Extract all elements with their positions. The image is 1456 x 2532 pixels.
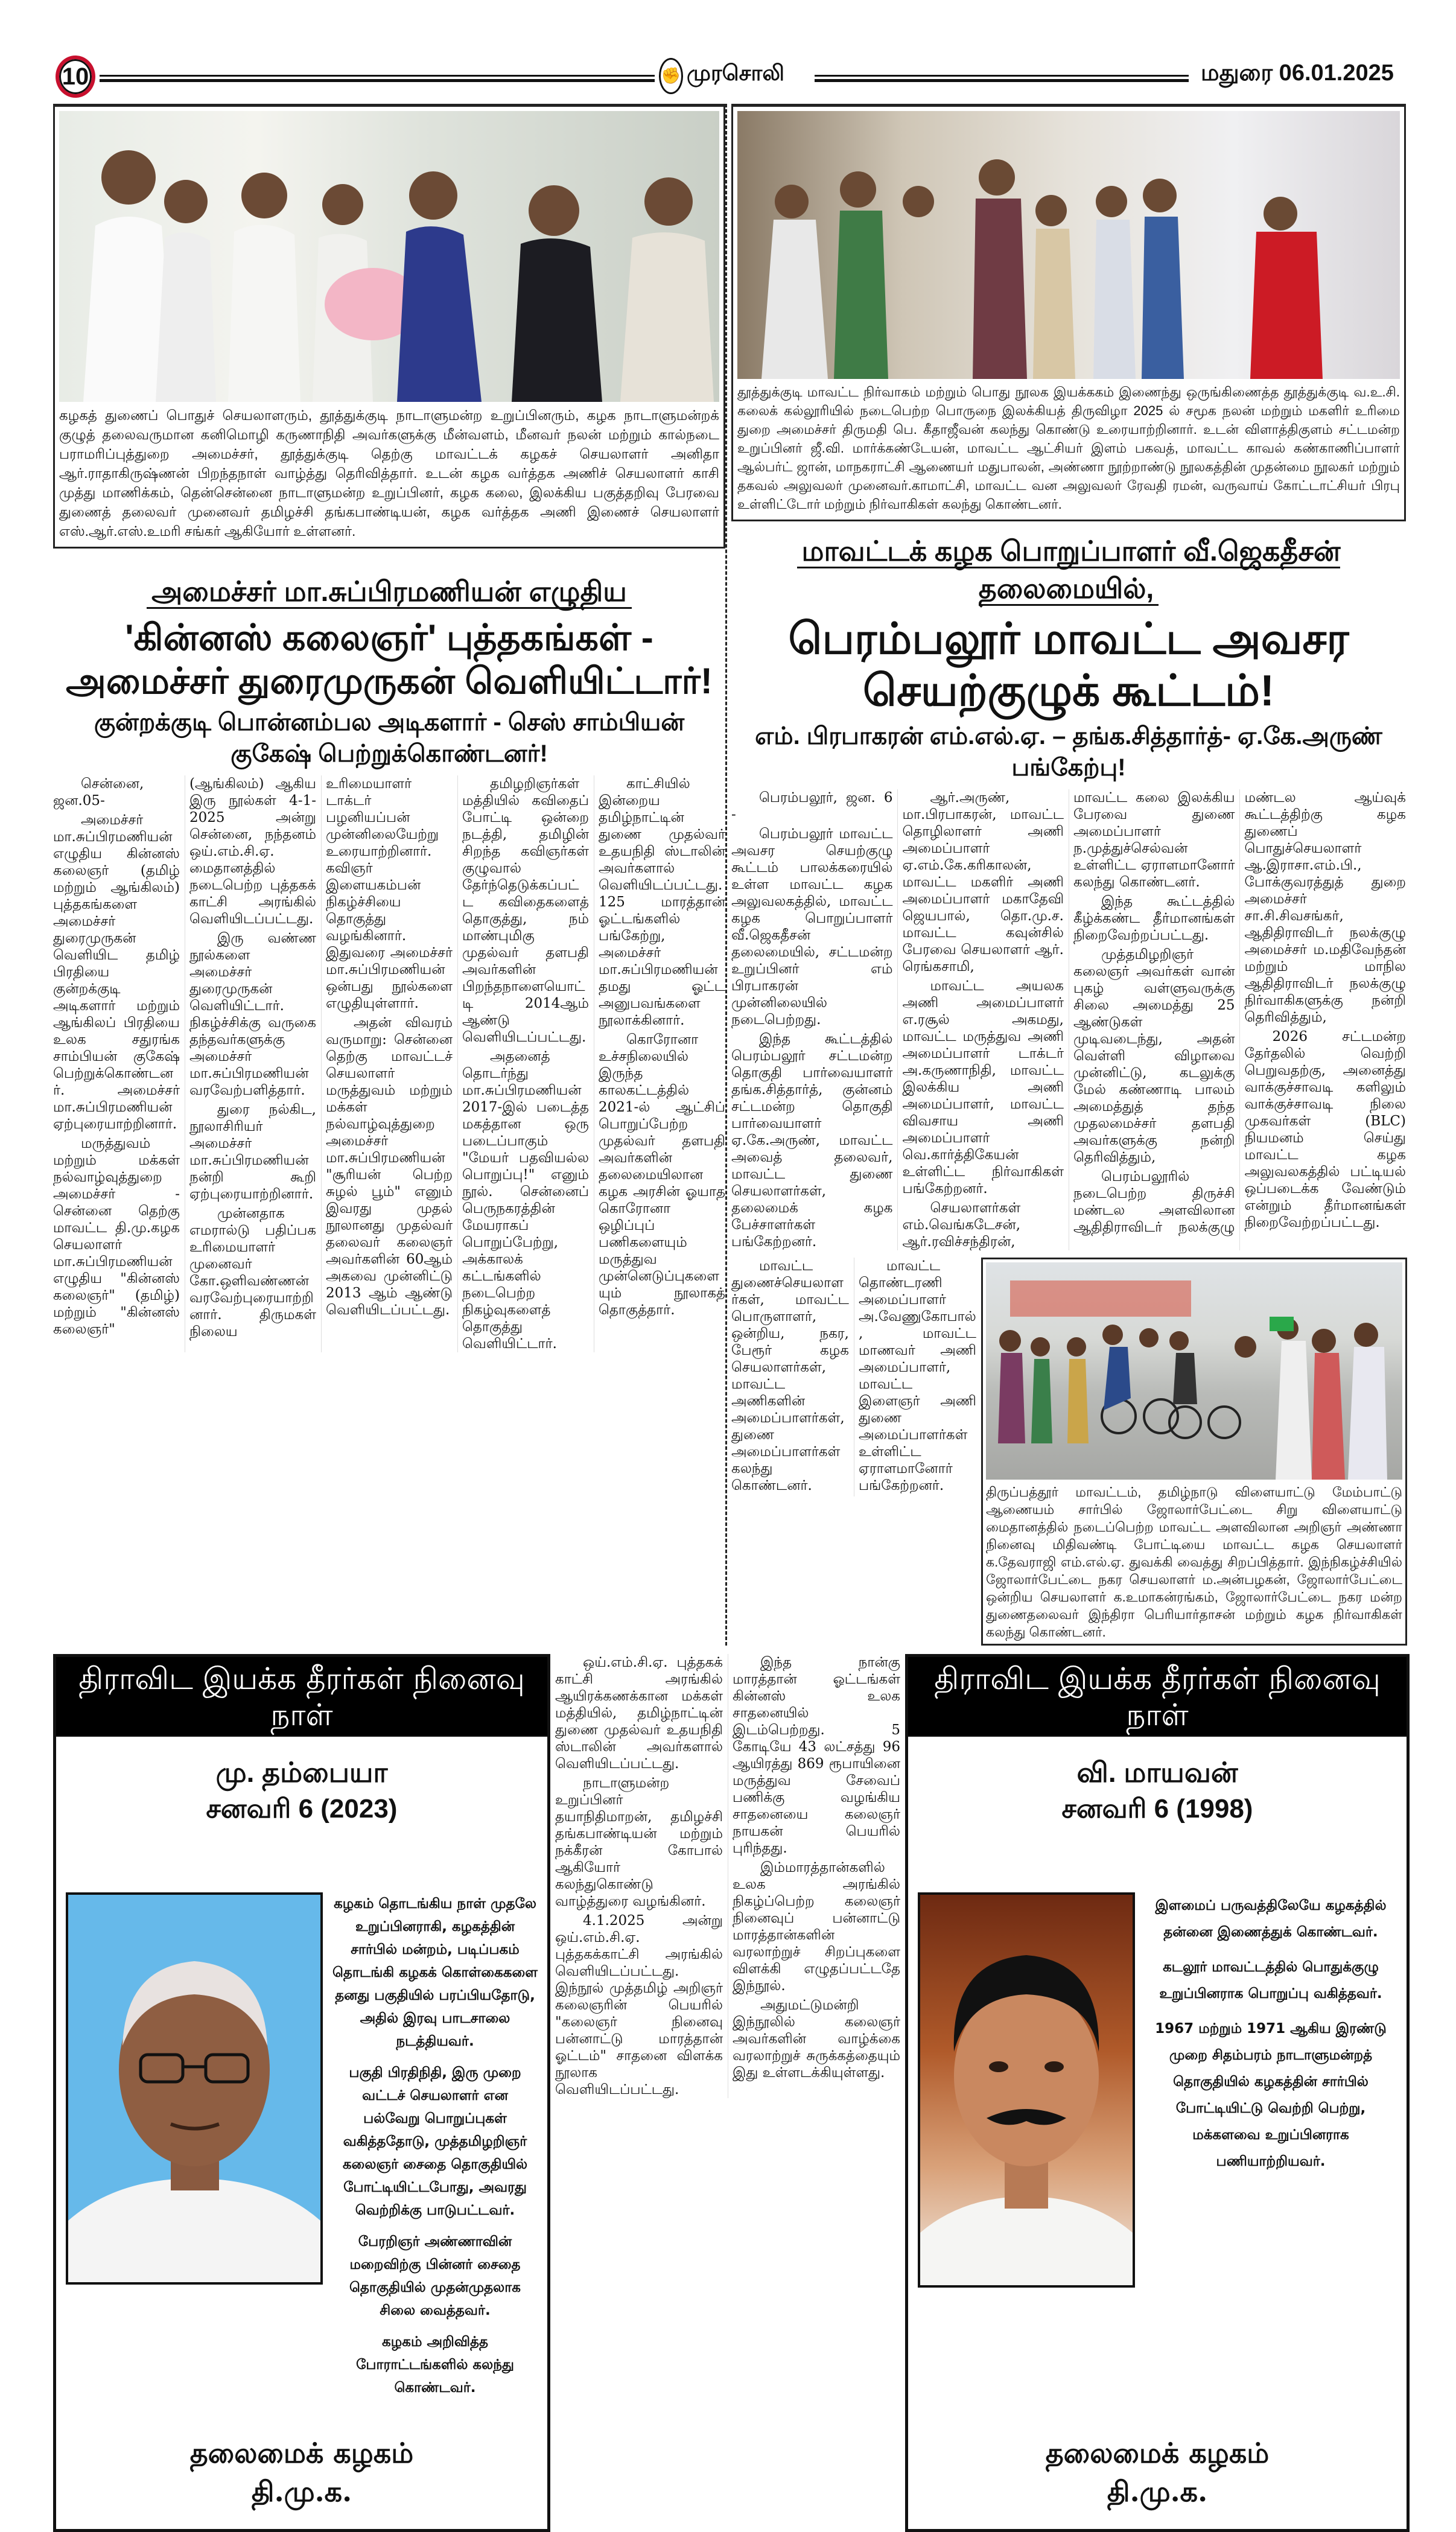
page-number: 10 bbox=[56, 56, 95, 98]
paragraph: 4.1.2025 அன்று ஒய்.எம்.சி.ஏ. புத்தகக்காட்சி அரங்கில் வெளியிடப்பட்டது. இந்நூல் முத்தமிழ் அறிஞர் கலைஞரின் பெயரில் "கலைஞர் நினைவு பன்னாட்டு மாரத்தான் ஓட்டம்" சாதனை விளக்க நூலாக வெளியிடப்பட்டது. bbox=[555, 1913, 723, 2098]
portrait-elderly-man-icon bbox=[68, 1895, 320, 2282]
photo-birthday-greeting bbox=[59, 111, 719, 402]
paragraph: பெரம்பலூர், ஜன. 6 - bbox=[731, 790, 893, 822]
paragraph: செயலாளர்கள் எம்.வெங்கடேசன், ஆர்.ரவிச்சந்திரன், மாவட்ட கலை இலக்கிய பேரவை துணை அமைப்பாளர் ந.முத்துச்செல்வன் உள்ளிட்ட ஏராளமானோர் கலந்து கொண்டனர். bbox=[902, 790, 1235, 1250]
left-column bbox=[53, 104, 725, 1352]
right-article-headline: பெரம்பலூர் மாவட்ட அவசர செயற்குழுக் கூட்டம்! bbox=[788, 615, 1349, 715]
paragraph: பெரம்பலூர் மாவட்ட அவசர செயற்குழு கூட்டம் பாலக்கரையில் உள்ள மாவட்ட கழக அலுவலகத்தில், மாவட்ட கழக பொறுப்பாளர் வீ.ஜெகதீசன் தலைமையில், சட்டமன்ற உறுப்பினர் எம் பிரபாகரன் முன்னிலையில் நடைபெற்றது. bbox=[731, 826, 893, 1028]
memorial-banner bbox=[56, 1657, 547, 1737]
paragraph: அதனைத் தொடர்ந்து மா.சுப்பிரமணியன் 2017-இல் படைத்த மகத்தான ஒரு படைப்பாகும் "மேயர் பதவியல்ல பொறுப்பு!" எனும் நூல். சென்னைப் பெருநகரத்தின் மேயராகப் பொறுப்பேற்று, அக்காலக் கட்டங்களில் நடைபெற்ற நிகழ்வுகளைத் தொகுத்து வெளியிட்டார். bbox=[462, 1049, 589, 1352]
portrait-man-mustache-icon bbox=[920, 1895, 1133, 2285]
left-article-kicker: அமைச்சர் மா.சுப்பிரமணியன் எழுதிய bbox=[147, 576, 632, 609]
people-photo-icon bbox=[737, 111, 1400, 379]
right-article-kicker: மாவட்டக் கழக பொறுப்பாளர் வீ.ஜெகதீசன் தலைமையில், bbox=[797, 535, 1341, 606]
top-section bbox=[53, 104, 1406, 1646]
memorial-content-right bbox=[908, 1892, 1407, 2288]
memorial-portrait-right bbox=[918, 1892, 1135, 2288]
photo-cycle-race bbox=[986, 1262, 1402, 1480]
left-article-body bbox=[53, 775, 725, 1352]
left-article-kicker-wrap bbox=[53, 573, 725, 610]
paragraph: இந்த கூட்டத்தில் பெரம்பலூர் சட்டமன்ற தொகுதி பார்வையாளர் தங்க.சித்தார்த், குன்னம் சட்டமன்ற தொகுதி பார்வையாளர் ஏ.கே.அருண், மாவட்ட அவைத் தலைவர், மாவட்ட துணை செயலாளர்கள், தலைமைக் கழக பேச்சாளர்கள் பங்கேற்றனர். bbox=[731, 1031, 893, 1250]
memorial-name: மு. தம்பையா bbox=[215, 1757, 388, 1788]
people-photo-icon bbox=[59, 111, 717, 402]
paragraph: பெரம்பலூரில் நடைபெற்ற திருச்சி மண்டல அளவிலான ஆதிதிராவிடர் நலக்குழு மண்டல ஆய்வுக் கூட்டத்திற்கு கழக துணைப் பொதுச்செயலாளர் ஆ.இராசா.எம்.பி., போக்குவரத்துத் துறை அமைச்சர் சா.சி.சிவசங்கர், ஆதிதிராவிடர் நலக்குழு அமைச்சர் ம.மதிவேந்தன் மற்றும் மாநில ஆதிதிராவிடர் நலக்குழு நிர்வாகிகளுக்கு நன்றி தெரிவித்தும், bbox=[1073, 790, 1406, 1235]
photo-bicycle-frame bbox=[981, 1258, 1407, 1646]
photo-left-caption: கழகத் துணைப் பொதுச் செயலாளரும், தூத்துக்குடி நாடாளுமன்ற உறுப்பினரும், கழக நாடாளுமன்றக் குழுத் தலைவருமான கனிமொழி கருணாநிதி அவர்களுக்கு மீன்வளம், மீனவர் நலன் மற்றும் கால்நடை பராமரிப்புத்துறை அமைச்சர், தூத்துக்குடி தெற்கு மாவட்டக் கழகச் செயலாளர் அனிதா ஆர்.ராதாகிருஷ்ணன் பிறந்தநாள் வாழ்த்து தெரிவித்தார். உடன் கழக வர்த்தக அணிச் செயலாளர் காசி முத்து மாணிக்கம், தென்சென்னை நாடாளுமன்ற உறுப்பினர், கழக கலை, இலக்கிய பகுத்தறிவு பேரவை துணைத் தலைவர் முனைவர் தமிழச்சி தங்கபாண்டியன், கழக வர்த்தக அணி இணைச் செயலாளர் எஸ்.ஆர்.எஸ்.உமரி சங்கர் ஆகியோர் உள்ளனர். bbox=[59, 407, 719, 539]
paragraph: மாவட்ட துணைச்செயலாளர்கள், மாவட்ட பொருளாளர், ஒன்றிய, நகர, பேரூர் கழக செயலாளர்கள், மாவட்ட அணிகளின் அமைப்பாளர்கள், துணை அமைப்பாளர்கள் கலந்து கொண்டனர். bbox=[731, 1258, 849, 1493]
paragraph: மாவட்ட தொண்டரணி அமைப்பாளர் அ.வேணுகோபால், மாவட்ட மாணவர் அணி அமைப்பாளர், மாவட்ட இளைஞர் அணி துணை அமைப்பாளர்கள் உள்ளிட்ட ஏராளமானோர் பங்கேற்றனர். bbox=[859, 1258, 976, 1493]
paragraph: இம்மாரத்தான்களில் உலக அரங்கில் நிகழ்ப்பெற்ற கலைஞர் நினைவுப் பன்னாட்டு மாரத்தான்களின் வரலாற்றுச் சிறப்புகளை விளக்கி எழுதப்பட்டதே இந்நூல். bbox=[733, 1860, 900, 1994]
spacer bbox=[56, 2408, 547, 2434]
right-lower-section bbox=[731, 1258, 1406, 1646]
left-article-body-continued bbox=[555, 1654, 900, 2098]
right-article-body-continued bbox=[731, 1258, 976, 1497]
cycle-race-photo-icon bbox=[986, 1262, 1402, 1480]
paragraph: இளமைப் பருவத்திலேயே கழகத்தில் தன்னை இணைத்துக் கொண்டவர். bbox=[1155, 1898, 1387, 1940]
paragraph: கழகம் அறிவித்த போராட்டங்களில் கலந்து கொண்டவர். bbox=[356, 2334, 514, 2396]
right-article-body bbox=[731, 789, 1406, 1250]
paragraph: தமிழறிஞர்கள் மத்தியில் கவிதைப் போட்டி ஒன்றை நடத்தி, தமிழின் சிறந்த கவிஞர்கள் குழுவால் தேர்ந்தெடுக்கப்பட்ட கவிதைகளைத் தொகுத்து, நம் மாண்புமிகு முதல்வர் தளபதி அவர்களின் பிறந்தநாளையொட்டி 2014ஆம் ஆண்டு வெளியிடப்பட்டது. bbox=[462, 776, 589, 1045]
paragraph: இந்த கூட்டத்தில் கீழ்க்கண்ட தீர்மானங்கள் நிறைவேற்றப்பட்டது. bbox=[1073, 894, 1235, 943]
memorial-text-left bbox=[332, 1892, 538, 2408]
memorial-content-left bbox=[56, 1892, 547, 2408]
paragraph: அமைச்சர் மா.சுப்பிரமணியன் எழுதிய கின்னஸ் கலைஞர் (தமிழ் மற்றும் ஆங்கிலம்) புத்தகங்களை அமைச்சர் துரைமுருகன் வெளியிட தமிழ் பிரதியை குன்றக்குடி அடிகளார் மற்றும் ஆங்கிலப் பிரதியை உலக சதுரங்க சாம்பியன் குகேஷ் பெற்றுக்கொண்டனர். அமைச்சர் மா.சுப்பிரமணியன் ஏற்புரையாற்றினார். bbox=[53, 812, 180, 1132]
left-article-headline: 'கின்னஸ் கலைஞர்' புத்தகங்கள் - அமைச்சர் துரைமுருகன் வெளியிட்டார்! bbox=[66, 617, 713, 701]
right-article-subhead: எம். பிரபாகரன் எம்.எல்.ஏ. – தங்க.சித்தார்த்- ஏ.கே.அருண் பங்கேற்பு! bbox=[755, 723, 1382, 781]
memorial-date: சனவரி 6 (2023) bbox=[206, 1794, 398, 1824]
paragraph: இரு வண்ண நூல்களை அமைச்சர் துரைமுருகன் வெளியிட்டார். நிகழ்ச்சிக்கு வருகை தந்தவர்களுக்கு அமைச்சர் மா.சுப்பிரமணியன் வரவேற்பளித்தார். bbox=[189, 930, 316, 1098]
photo-right-frame bbox=[731, 104, 1406, 521]
spacer bbox=[908, 2288, 1407, 2434]
memorial-banner bbox=[908, 1657, 1407, 1737]
memorial-banner-title: திராவிட இயக்க தீரர்கள் நினைவு நாள் bbox=[934, 1661, 1381, 1732]
paragraph: பகுதி பிரதிநிதி, இரு முறை வட்டச் செயலாளர் என பல்வேறு பொறுப்புகள் வகித்ததோடு, முத்தமிழறிஞர் கலைஞர் சைதை தொகுதியில் போட்டியிட்டபோது, அவரது வெற்றிக்கு பாடுபட்டவர். bbox=[342, 2065, 528, 2218]
photo-right-caption: தூத்துக்குடி மாவட்ட நிர்வாகம் மற்றும் பொது நூலக இயக்ககம் இணைந்து ஒருங்கிணைத்த தூத்துக்குடி வ.உ.சி. கலைக் கல்லூரியில் நடைபெற்ற பொருநை இலக்கியத் திருவிழா 2025 ல் சமூக நலன் மற்றும் மகளிர் உரிமை துறை அமைச்சர் திருமதி பெ. கீதாஜீவன் கலந்து கொண்டு உரையாற்றினார். உடன் விளாத்திகுளம் சட்டமன்ற உறுப்பினர் ஜீ.வி. மார்க்கண்டேயன், மாவட்ட ஆட்சியர் இளம் பகவத், மாவட்ட காவல் கண்காணிப்பாளர் ஆல்பர்ட் ஜான், மாநகராட்சி ஆணையர் மதுபாலன், அண்ணா நூற்றாண்டு நூலகத்தின் முதன்மை நூலகர் மற்றும் தகவல் அலுவலர் முனைவர்.காமாட்சி, மாவட்ட வன அலுவலர் ரேவதி ரமன், வருவாய் கோட்டாட்சியர் பிரபு உள்ளிட்டோர் மற்றும் நிர்வாகிகள் கலந்து கொண்டனர். bbox=[737, 384, 1400, 512]
paragraph: ஆர்.அருண், மா.பிரபாகரன், மாவட்ட தொழிலாளர் அணி அமைப்பாளர் ஏ.எம்.கே.கரிகாலன், மாவட்ட மகளிர் அணி அமைப்பாளர் மகாதேவி ஜெயபால், தொ.மு.ச. மாவட்ட கவுன்சில் பேரவை செயலாளர் ஆர். ரெங்கசாமி, bbox=[902, 790, 1064, 975]
paragraph: ஒய்.எம்.சி.ஏ. புத்தகக் காட்சி அரங்கில் ஆயிரக்கணக்கான மக்கள் மத்தியில், தமிழ்நாட்டின் துணை முதல்வர் உதயநிதி ஸ்டாலின் அவர்களால் வெளியிடப்பட்டது. bbox=[555, 1655, 723, 1772]
masthead-title: முரசொலி bbox=[687, 60, 784, 85]
paragraph: மருத்துவம் மற்றும் மக்கள் நல்வாழ்வுத்துறை அமைச்சர் - சென்னை தெற்கு மாவட்ட தி.மு.கழக செயலாளர் மா.சுப்பிரமணியன் எழுதிய "கின்னஸ் கலைஞர்" (தமிழ்) மற்றும் "கின்னஸ் கலைஞர்" (ஆங்கிலம்) ஆகிய இரு நூல்கள் 4-1-2025 அன்று சென்னை, நந்தனம் ஒய்.எம்.சி.ஏ. மைதானத்தில் நடைபெற்ற புத்தகக் காட்சி அரங்கில் வெளியிடப்பட்டது. bbox=[53, 776, 316, 1337]
paragraph: அதன் விவரம் வருமாறு: சென்னை தெற்கு மாவட்டச் செயலாளர் மருத்துவம் மற்றும் மக்கள் நல்வாழ்வுத்துறை அமைச்சர் மா.சுப்பிரமணியன் "சூரியன் பெற்ற சுழல் பூம்" எனும் இவரது முதல் நூலானது முதல்வர் தலைவர் கலைஞர் அவர்களின் 60ஆம் அகவை முன்னிட்டு 2013 ஆம் ஆண்டு வெளியிடப்பட்டது. bbox=[326, 1015, 453, 1318]
paragraph: மாவட்ட அயலக அணி அமைப்பாளர் எ.ரசூல் அகமது, மாவட்ட மருத்துவ அணி அமைப்பாளர் டாக்டர் அ.கருணாநிதி, மாவட்ட இலக்கிய அணி அமைப்பாளர், மாவட்ட விவசாய அணி அமைப்பாளர் வெ.கார்த்திகேயன் உள்ளிட்ட நிர்வாகிகள் பங்கேற்றனர். bbox=[902, 978, 1064, 1197]
paragraph: கொரோனா உச்சநிலையில் இருந்த காலகட்டத்தில் 2021-ல் ஆட்சிப் பொறுப்பேற்ற முதல்வர் தளபதி அவர்களின் தலைமையிலான கழக அரசின் ஓயாத கொரோனா ஒழிப்புப் பணிகளையும் மருத்துவ முன்னெடுப்புகளையும் நூலாகத் தொகுத்தார். bbox=[599, 1032, 725, 1318]
right-article-kicker-wrap bbox=[731, 532, 1406, 607]
right-column bbox=[725, 104, 1406, 1646]
memorial-text-right bbox=[1145, 1892, 1397, 2183]
masthead-logo-icon: ✊ bbox=[659, 58, 683, 94]
memorial-footer-line2: தி.மு.க. bbox=[251, 2475, 352, 2508]
paragraph: காட்சியில் இன்றைய தமிழ்நாட்டின் துணை முதல்வர் உதயநிதி ஸ்டாலின் அவர்களால் வெளியிடப்பட்டது. 125 மாரத்தான் ஓட்டங்களில் பங்கேற்று, அமைச்சர் மா.சுப்பிரமணியன் தமது ஓட்ட அனுபவங்களை நூலாக்கினார். bbox=[599, 776, 725, 1028]
memorial-footer-line1: தலைமைக் கழகம் bbox=[189, 2437, 414, 2469]
photo-literary-festival bbox=[737, 111, 1400, 379]
photo-left-frame bbox=[53, 104, 725, 549]
memorial-portrait-left bbox=[66, 1892, 323, 2285]
edition-date: மதுரை 06.01.2025 bbox=[1201, 60, 1394, 86]
bottom-section bbox=[53, 1654, 1411, 2532]
memorial-footer-line2: தி.மு.க. bbox=[1107, 2475, 1208, 2508]
paragraph: இந்த நான்கு மாரத்தான் ஓட்டங்கள் கின்னஸ் உலக சாதனையில் இடம்பெற்றது. 5 கோடியே 43 லட்சத்து 96 ஆயிரத்து 869 ரூபாயினை மருத்துவ சேவைப் பணிக்கு வழங்கிய சாதனையை கலைஞர் நாயகன் பெயரில் புரிந்தது. bbox=[733, 1655, 900, 1856]
paragraph: முத்தமிழறிஞர் கலைஞர் அவர்கள் வான் புகழ் வள்ளுவருக்கு சிலை அமைத்து 25 ஆண்டுகள் முடிவடைந்து, அதன் வெள்ளி விழாவை முன்னிட்டு, கடலுக்கு மேல் கண்ணாடி பாலம் அமைத்துத் தந்த முதலமைச்சர் தளபதி அவர்களுக்கு நன்றி தெரிவித்தும், bbox=[1073, 947, 1235, 1165]
photo-bicycle-caption: திருப்பத்தூர் மாவட்டம், தமிழ்நாடு விளையாட்டு மேம்பாட்டு ஆணையம் சார்பில் ஜோலார்பேட்டை சிறு விளையாட்டு மைதானத்தில் நடைப்பெற்ற மாவட்ட அளவிலான அறிஞர் அண்ணா நினைவு மிதிவண்டி போட்டியை மாவட்ட கழக செயலாளர் க.தேவராஜி எம்.எல்.ஏ. துவக்கி வைத்து சிறப்பித்தார். இந்நிகழ்ச்சியில் ஜோலார்பேட்டை நகர செயலாளர் ம.அன்பழகன், ஜோலார்பேட்டை ஒன்றிய செயலாளர் க.உமாகன்ரங்கம், ஜோலார்பேட்டை நகர மன்ற துணைதலைவர் இந்திரா பெரியார்தாசன் மற்றும் கழக நிர்வாகிகள் கலந்து கொண்டனர். bbox=[986, 1484, 1402, 1640]
paragraph: நாடாளுமன்ற உறுப்பினர் தயாநிதிமாறன், தமிழச்சி தங்கபாண்டியன் மற்றும் நக்கீரன் கோபால் ஆகியோர் கலந்துகொண்டு வாழ்த்துரை வழங்கினர். bbox=[555, 1775, 723, 1909]
paragraph: துரை நல்கிட, நூலாசிரியர் அமைச்சர் மா.சுப்பிரமணியன் நன்றி கூறி ஏற்புரையாற்றினார். bbox=[189, 1102, 316, 1202]
memorial-date: சனவரி 6 (1998) bbox=[1061, 1794, 1253, 1824]
paragraph: சென்னை, ஜன.05- bbox=[53, 776, 144, 809]
left-article-subhead: குன்றக்குடி பொன்னம்பல அடிகளார் - செஸ் சாம்பியன் குகேஷ் பெற்றுக்கொண்டனர்! bbox=[94, 709, 685, 767]
paragraph: கழகம் தொடங்கிய நாள் முதலே உறுப்பினராகி, கழகத்தின் சார்பில் மன்றம், படிப்பகம் தொடங்கி கழகக் கொள்கைகளை தனது பகுதியில் பரப்பியதோடு, அதில் இரவு பாடசாலை நடத்தியவர். bbox=[332, 1896, 538, 2049]
paragraph: 1967 மற்றும் 1971 ஆகிய இரண்டு முறை சிதம்பரம் நாடாளுமன்றத் தொகுதியில் கழகத்தின் சார்பில் போட்டியிட்டு வெற்றி பெற்று, மக்களவை உறுப்பினராக பணியாற்றியவர். bbox=[1155, 2021, 1387, 2169]
paragraph: முன்னதாக எமரால்டு பதிப்பக உரிமையாளர் முனைவர் கோ.ஒளிவண்ணன் வரவேற்புரையாற்றினார். திருமகள் நிலைய உரிமையாளர் டாக்டர் பழனியப்பன் முன்னிலையேற்று உரையாற்றினார். கவிஞர் இளையகம்பன் நிகழ்ச்சியை தொகுத்து வழங்கினார். இதுவரை அமைச்சர் மா.சுப்பிரமணியன் ஒன்பது நூல்களை எழுதியுள்ளார். bbox=[189, 776, 453, 1340]
memorial-name: வி. மாயவன் bbox=[1076, 1757, 1238, 1788]
paragraph: கடலூர் மாவட்டத்தில் பொதுக்குழு உறுப்பினராக பொறுப்பு வகித்தவர். bbox=[1159, 1959, 1382, 2002]
paragraph: அதுமட்டுமன்றி இந்நூலில் கலைஞர் அவர்களின் வாழ்க்கை வரலாற்றுச் சுருக்கத்தையும் இது உள்ளடக்கியுள்ளது. bbox=[733, 1997, 900, 2081]
memorial-box-right bbox=[905, 1654, 1410, 2532]
paragraph: பேரறிஞர் அண்ணாவின் மறைவிற்கு பின்னர் சைதை தொகுதியில் முதன்முதலாக சிலை வைத்தவர். bbox=[349, 2234, 521, 2318]
memorial-box-left bbox=[53, 1654, 550, 2532]
paragraph: 2026 சட்டமன்ற தேர்தலில் வெற்றி பெறுவதற்கு, அனைத்து வாக்குச்சாவடி களிலும் வாக்குச்சாவடி நிலை முகவர்கள் (BLC) நியமனம் செய்து மாவட்ட கழக அலுவலகத்தில் பட்டியல் ஒப்படைக்க வேண்டும் என்றும் தீர்மானங்கள் நிறைவேற்றப்பட்டது. bbox=[1244, 1029, 1406, 1230]
memorial-footer-line1: தலைமைக் கழகம் bbox=[1045, 2437, 1270, 2469]
memorial-banner-title: திராவிட இயக்க தீரர்கள் நினைவு நாள் bbox=[78, 1661, 525, 1732]
